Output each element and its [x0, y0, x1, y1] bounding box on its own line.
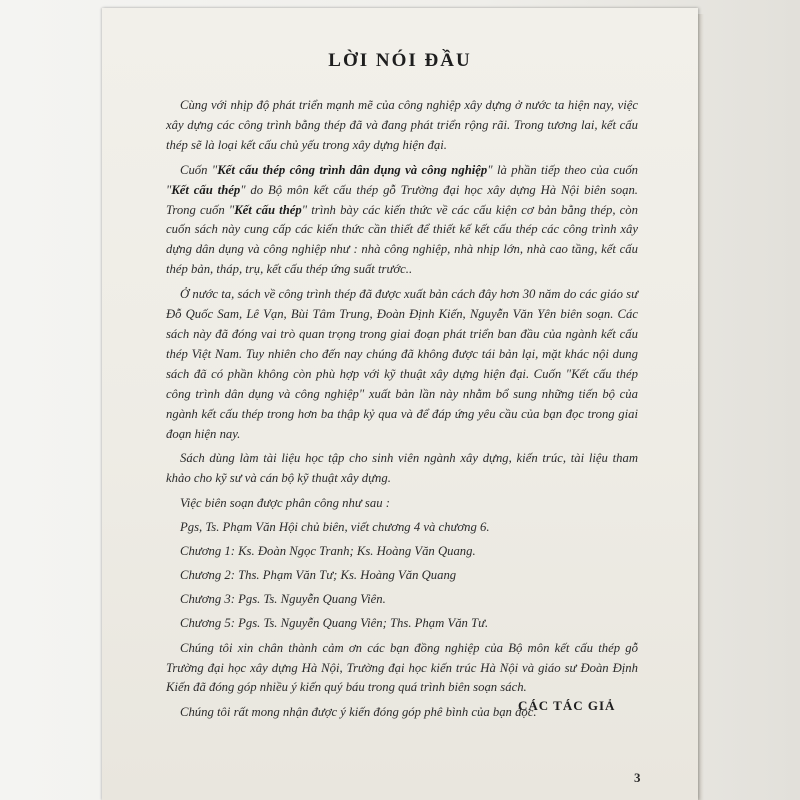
assignment-item: Chương 1: Ks. Đoàn Ngọc Tranh; Ks. Hoàng Văn Quang.	[180, 544, 476, 559]
page-number: 3	[634, 770, 641, 785]
paragraph-4: Sách dùng làm tài liệu học tập cho sinh viên ngành xây dựng, kiến trúc, tài liệu tham khảo cho kỹ sư và cán bộ kỹ thuật xây dựng.	[166, 451, 638, 486]
assignment-item: Chương 5: Pgs. Ts. Nguyễn Quang Viên; Ths. Phạm Văn Tư.	[180, 615, 489, 630]
paragraph-2-text-c: " là phần tiếp theo của cuốn "	[166, 162, 639, 197]
assignment-item: Chương 3: Pgs. Ts. Nguyễn Quang Viên.	[180, 591, 386, 606]
paragraph-5: Việc biên soạn được phân công như sau :	[180, 496, 390, 511]
book-title-bold-1: Kết cấu thép công trình dân dụng và công nghiệp	[217, 162, 488, 177]
paragraph-2-text-e: " trình bày các kiến thức về các cấu kiện cơ bản bằng thép, còn cuốn sách này cung cấp các kiến thức cần thiết để thiết kế kết cấu thép các công trình xây dựng dân dụng và công nghiệp như : nhà công nghiệp, nhà nhịp lớn, nhà cao tầng, kết cấu thép bản, tháp, trụ, kết cấu thép ứng suất trước..	[166, 202, 638, 277]
paragraph-6: Chúng tôi xin chân thành cảm ơn các bạn đồng nghiệp của Bộ môn kết cấu thép gỗ Trường đại học xây dựng Hà Nội, Trường đại học kiến trúc Hà Nội và giáo sư Đoàn Định Kiến đã đóng góp nhiều ý kiến quý báu trong quá trình biên soạn sách.	[166, 640, 638, 695]
assignment-item: Chương 2: Ths. Phạm Văn Tư; Ks. Hoàng Văn Quang	[180, 567, 457, 582]
paragraph-2	[166, 161, 638, 280]
assignment-item: Pgs, Ts. Phạm Văn Hội chủ biên, viết chương 4 và chương 6.	[180, 520, 490, 535]
paragraph-2-text-d: " do Bộ môn kết cấu thép gỗ Trường đại học xây dựng Hà Nội biên soạn. Trong cuốn "	[166, 182, 638, 217]
paragraph-1: Cùng với nhịp độ phát triển mạnh mẽ của công nghiệp xây dựng ở nước ta hiện nay, việc xây dựng các công trình bằng thép đã và đang phát triển rộng rãi. Trong tương lai, kết cấu thép sẽ là loại kết cấu chủ yếu trong xây dựng hiện đại.	[166, 98, 638, 152]
paragraph-7: Chúng tôi rất mong nhận được ý kiến đóng góp phê bình của bạn đọc.	[180, 705, 537, 720]
assignment-list	[166, 518, 638, 634]
paragraph-2-text-a: Cuốn "	[180, 162, 218, 177]
preface-body	[166, 96, 638, 723]
signature: CÁC TÁC GIẢ	[518, 698, 616, 713]
page-edge	[698, 14, 704, 800]
book-title-bold-3: Kết cấu thép	[234, 202, 302, 217]
paragraph-3: Ở nước ta, sách về công trình thép đã được xuất bản cách đây hơn 30 năm do các giáo sư Đỗ Quốc Sam, Lê Vạn, Bùi Tâm Trung, Đoàn Định Kiến, Nguyễn Văn Yên biên soạn. Các sách này đã đóng vai trò quan trọng trong giai đoạn phát triển ban đầu của ngành kết cấu thép Việt Nam. Tuy nhiên cho đến nay chúng đã không được tái bản lại, mặt khác nội dung sách đã có phần không còn phù hợp với kỹ thuật xây dựng hiện đại. Cuốn "Kết cấu thép công trình dân dụng và công nghiệp" xuất bản lần này nhằm bổ sung những tiến bộ của ngành kết cấu thép trong hơn ba thập kỷ qua và để đáp ứng yêu cầu của bạn đọc trong giai đoạn hiện nay.	[166, 287, 638, 441]
book-title-bold-2: Kết cấu thép	[171, 182, 241, 197]
book-page	[102, 8, 698, 800]
page-title: LỜI NÓI ĐẦU	[328, 50, 472, 71]
